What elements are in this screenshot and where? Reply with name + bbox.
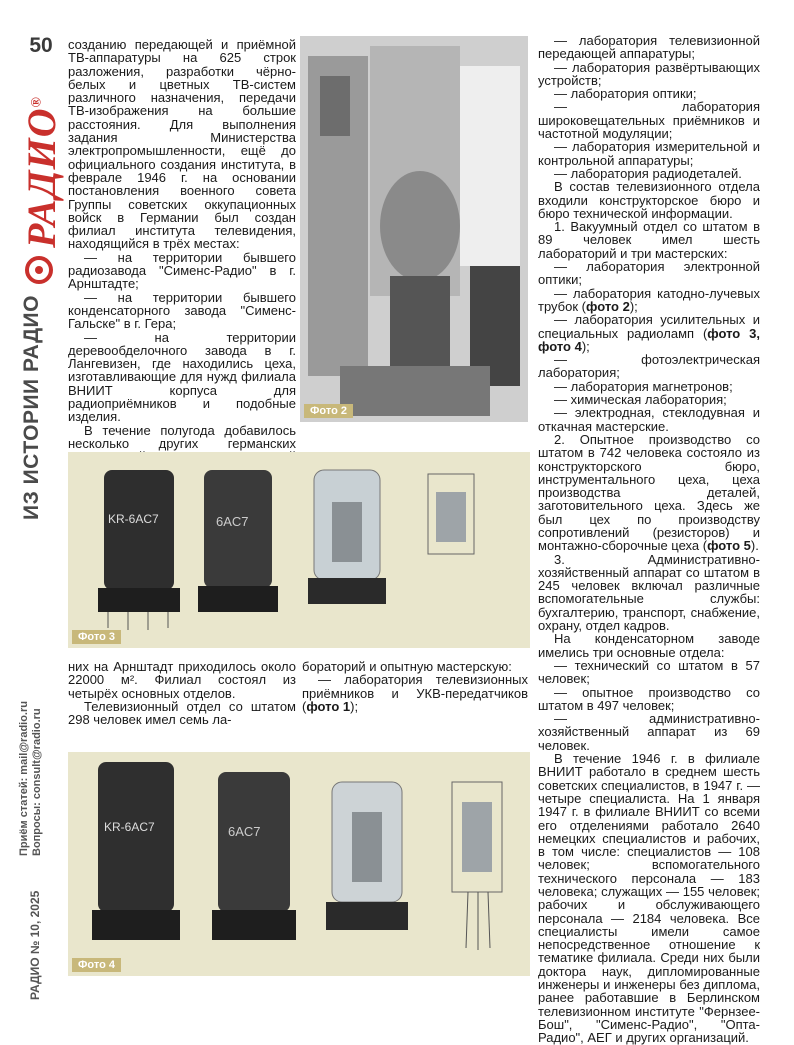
radio-tubes-image [68,752,530,976]
list-item: — фотоэлектрическая лаборатория; [538,352,760,381]
contacts-questions[interactable]: Вопросы: consult@radio.ru [31,708,43,856]
paragraph: Телевизионный отдел со штатом 298 человек имел семь ла- [68,698,296,728]
list-item: — на территории деревообделочного завода в г. Лангевизен, где находились цеха, изготавливающие для нужд филиала ВНИИТ корпуса для радиоприёмников и подобные изделия. [68,329,296,425]
paragraph: 2. Опытное производство со штатом в 742 человека состояло из конструкторского бюро, инструментального цеха, цеха производства деталей, заготовительного цеха. Здесь же был цех по производству сопротивлений (резисторов) и монтажно-сборочные цеха (фото 5). [538,431,760,554]
logo-emblem-icon [24,255,54,285]
paragraph: В состав телевизионного отдела входили конструкторское бюро и бюро технической информации. [538,179,760,221]
paragraph: 3. Административно-хозяйственный аппарат со штатом в 245 человек включал различные вспомогательные службы: бухгалтерию, транспорт, снабжение, охрану, отдел кадров. [538,551,760,634]
list-item: — лаборатория магнетронов; [554,378,733,394]
tube-label: KR-6AC7 [108,512,159,526]
list-item: — лаборатория измерительной и контрольной аппаратуры; [538,139,760,168]
list-item: — лаборатория радиодеталей. [554,165,742,181]
page-number: 50 [29,34,53,57]
photo-2 [300,36,528,422]
list-item: — лаборатория электронной оптики; [538,259,760,288]
tube-label: 6AC7 [216,514,249,529]
list-item: — опытное производство со штатом в 497 человек; [538,684,760,713]
list-item: — лаборатория катодно-лучевых трубок (фото 2); [538,285,760,314]
list-item: — химическая лаборатория; [554,392,727,408]
list-item: — лаборатория телевизионных приёмников и УКВ-передатчиков (фото 1); [302,672,528,714]
section-title: ИЗ ИСТОРИИ РАДИО [20,295,43,520]
column-3 [538,34,760,1045]
paragraph: бораторий и опытную мастерскую: [302,659,512,674]
list-item: — административно-хозяйственный аппарат из 69 человек. [538,711,760,753]
radio-tubes-image [68,452,530,648]
contacts-articles[interactable]: Приём статей: mail@radio.ru [18,701,30,856]
list-item: — лаборатория оптики; [554,86,697,102]
crt-lab-equipment-image [300,36,528,422]
tube-label: 6AC7 [228,824,261,839]
paragraph: 1. Вакуумный отдел со штатом в 89 человек имел шесть лабораторий и три мастерских: [538,219,760,261]
list-item: — на территории бывшего конденсаторного завода "Сименс-Гальске" в г. Гера; [68,289,296,332]
paragraph: В течение полугода добавилось несколько других германских [68,422,296,451]
sidebar [0,0,62,1019]
paragraph: На конденсаторном заводе имелись три основные отдела: [538,631,760,660]
column-2-bottom [302,660,528,713]
photo-4 [68,752,530,976]
list-item: — лаборатория развёртывающих устройств; [538,59,760,88]
column-1 [68,38,296,503]
list-item: — технический со штатом в 57 человек; [538,657,760,687]
photo-3-caption: Фото 3 [72,630,121,644]
contacts [18,701,44,856]
list-item: — на территории бывшего радиозавода "Сименс-Радио" в г. Арнштадте; [68,249,296,292]
photo-3 [68,452,530,648]
list-item: — лаборатория широковещательных приёмников и частотной модуляции; [538,99,760,142]
list-item: — электродная, стеклодувная и откачная мастерские. [538,405,760,434]
photo-4-caption: Фото 4 [72,958,121,972]
paragraph: созданию передающей и приёмной ТВ-аппаратуры на 625 строк разложения, разработки чёрно-белых и цветных ТВ-систем различного назначения, передачи ТВ-изображения на большие расстояния. Для выполнения задания Министерства электропромышленности, ещё до официального создания института, в феврале 1946 г. на основании постановления военного совета Группы советских оккупационных войск в Германии был создан филиал института телевидения, находящийся в трёх местах: [68,37,296,252]
paragraph: них на Арнштадт приходилось около 22000 м². Филиал состоял из четырёх основных отделов. [68,659,296,701]
tube-label: KR-6AC7 [104,820,155,834]
paragraph: В течение 1946 г. в филиале ВНИИТ работало в среднем шесть советских специалистов, в 1947 г. — четыре специалиста. На 1 января 1947 г. в филиале ВНИИТ со всеми его отделениями работало 2640 немецких специалистов и рабочих, в том числе: специалистов — 108 человек; вспомогательного технического персонала — 183 человека; служащих — 155 человек; рабочих и обслуживающего персонала — 2184 человека. Все специалисты имели самое непосредственное отношение к тематике филиала. Среди них были доктора наук, дипломированные инженеры и инженеры без диплома, ранее работавшие в Берлинском телевизионном институте "Фернзее-Бош", "Сименс-Радио", "Опта-Радио", АЕГ и других организаций. [538,751,760,1045]
magazine-logo: РАДИО® [19,96,64,248]
column-1-bottom [68,660,296,726]
list-item: — лаборатория усилительных и специальных радиоламп (фото 3, фото 4); [538,312,760,354]
photo-2-caption: Фото 2 [304,404,353,418]
list-item: — лаборатория телевизионной передающей аппаратуры; [538,33,760,62]
issue-info: РАДИО № 10, 2025 [28,890,42,1000]
